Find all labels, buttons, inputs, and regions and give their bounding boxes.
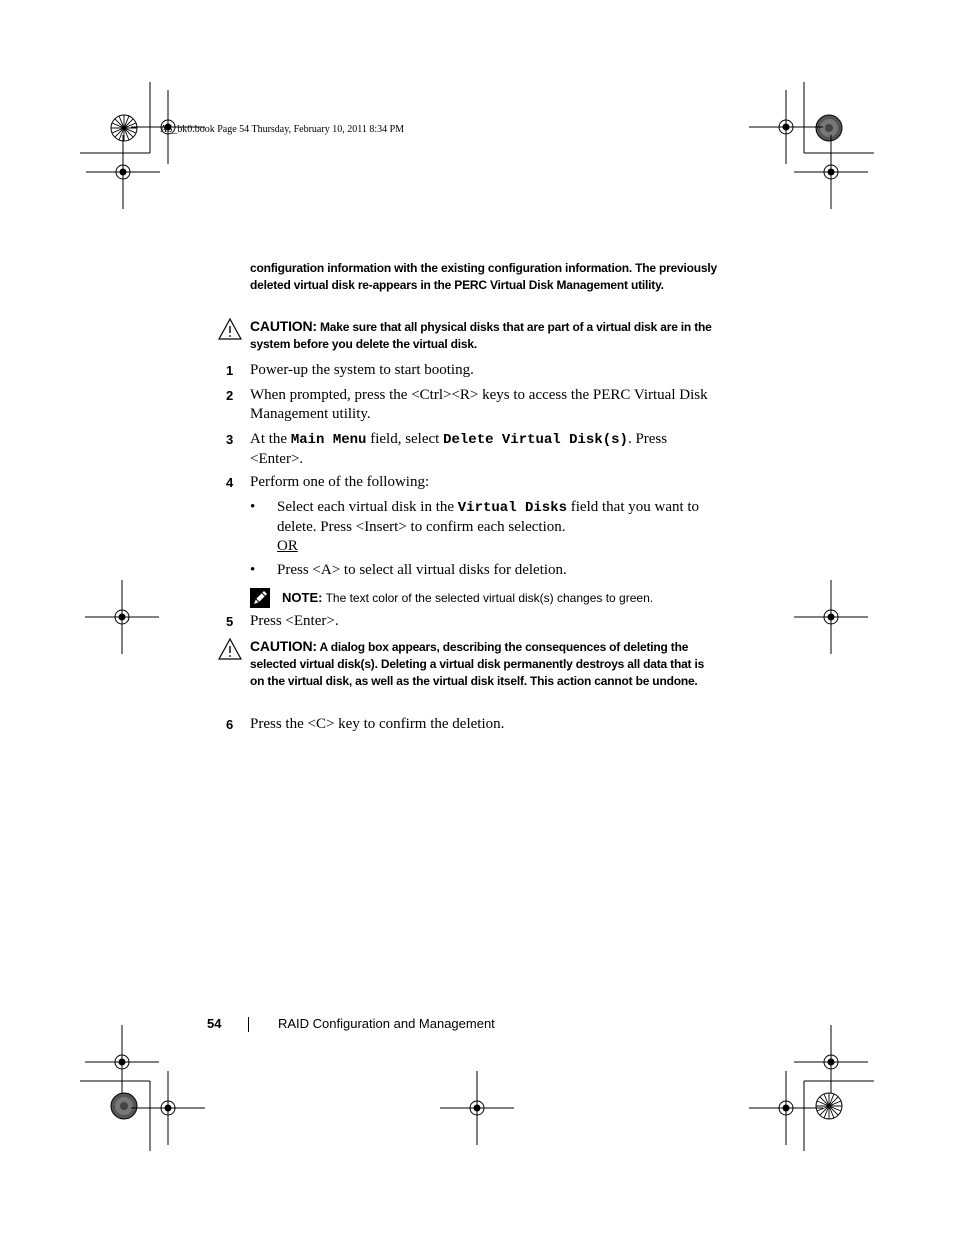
caution-label: CAUTION:: [250, 318, 317, 334]
bullet-dot: •: [250, 499, 256, 515]
registration-crosshair-icon: [749, 1071, 823, 1145]
caution-text: [250, 318, 720, 353]
color-wheel-icon: [111, 1093, 137, 1119]
step-number: 3: [226, 432, 234, 447]
step-number: 2: [226, 388, 234, 403]
registration-crosshair-icon: [794, 580, 868, 654]
bullet-text-part: field that you want to delete. Press <Insert> to confirm each selection.: [277, 499, 700, 535]
step-text: When prompted, press the <Ctrl><R> keys to access the PERC Virtual Disk Management utility.: [250, 387, 708, 422]
step-text: Press the <C> key to confirm the deletion.: [250, 716, 505, 732]
step-text: Press <Enter>.: [250, 613, 339, 629]
note-message: The text color of the selected virtual disk(s) changes to green.: [325, 591, 654, 605]
page-number: 54: [207, 1016, 222, 1031]
step-text: Perform one of the following:: [250, 474, 430, 490]
or-separator: OR: [277, 538, 298, 554]
registration-crosshair-icon: [440, 1071, 514, 1145]
step-number: 6: [226, 717, 234, 732]
step-number: 5: [226, 614, 234, 629]
color-wheel-icon: [111, 115, 137, 141]
footer-section-title: RAID Configuration and Management: [278, 1016, 495, 1031]
color-wheel-icon: [816, 1093, 842, 1119]
step-text-part: field, select: [366, 431, 444, 447]
note-text: [282, 590, 722, 605]
bullet-text: [277, 498, 717, 556]
note-pencil-icon: [250, 588, 270, 608]
registration-crosshair-icon: [86, 135, 160, 209]
print-header: A5_bk0.book Page 54 Thursday, February 10, 2011 8:34 PM: [160, 124, 405, 135]
caution-message: Make sure that all physical disks that are part of a virtual disk are in the system before you delete the virtual disk.: [250, 320, 712, 351]
code-main-menu: Main Menu: [290, 432, 367, 448]
step-text-part: At the: [250, 431, 291, 447]
registration-crosshair-icon: [85, 1025, 159, 1099]
registration-crosshair-icon: [794, 1025, 868, 1099]
registration-crosshair-icon: [131, 1071, 205, 1145]
caution-triangle-icon: [218, 638, 242, 660]
step-number: 4: [226, 475, 234, 490]
step-number: 1: [226, 363, 234, 378]
code-virtual-disks: Virtual Disks: [457, 500, 567, 516]
bullet-text-part: Select each virtual disk in the: [277, 499, 458, 515]
caution-text: [250, 638, 720, 690]
step-text-part: . Press <Enter>.: [250, 431, 668, 467]
bullet-dot: •: [250, 562, 256, 578]
footer-divider: [248, 1017, 249, 1032]
step-text: [250, 430, 720, 469]
registration-crosshair-icon: [794, 135, 868, 209]
continuation-text: configuration information with the existing configuration information. The previously deleted virtual disk re-appears in the PERC Virtual Disk Management utility.: [250, 261, 718, 292]
caution-triangle-icon: [218, 318, 242, 340]
code-delete-virtual-disk: Delete Virtual Disk(s): [443, 432, 628, 448]
registration-crosshair-icon: [85, 580, 159, 654]
color-wheel-icon: [816, 115, 842, 141]
note-label: NOTE:: [282, 590, 323, 605]
caution-label: CAUTION:: [250, 638, 317, 654]
step-text: Power-up the system to start booting.: [250, 362, 474, 378]
bullet-text: Press <A> to select all virtual disks for deletion.: [277, 562, 567, 578]
caution-message: A dialog box appears, describing the consequences of deleting the selected virtual disk(s). Deleting a virtual disk permanently destroys all data that is on the virtual disk, as well as the virtual disk itself. This action cannot be undone.: [250, 640, 705, 688]
